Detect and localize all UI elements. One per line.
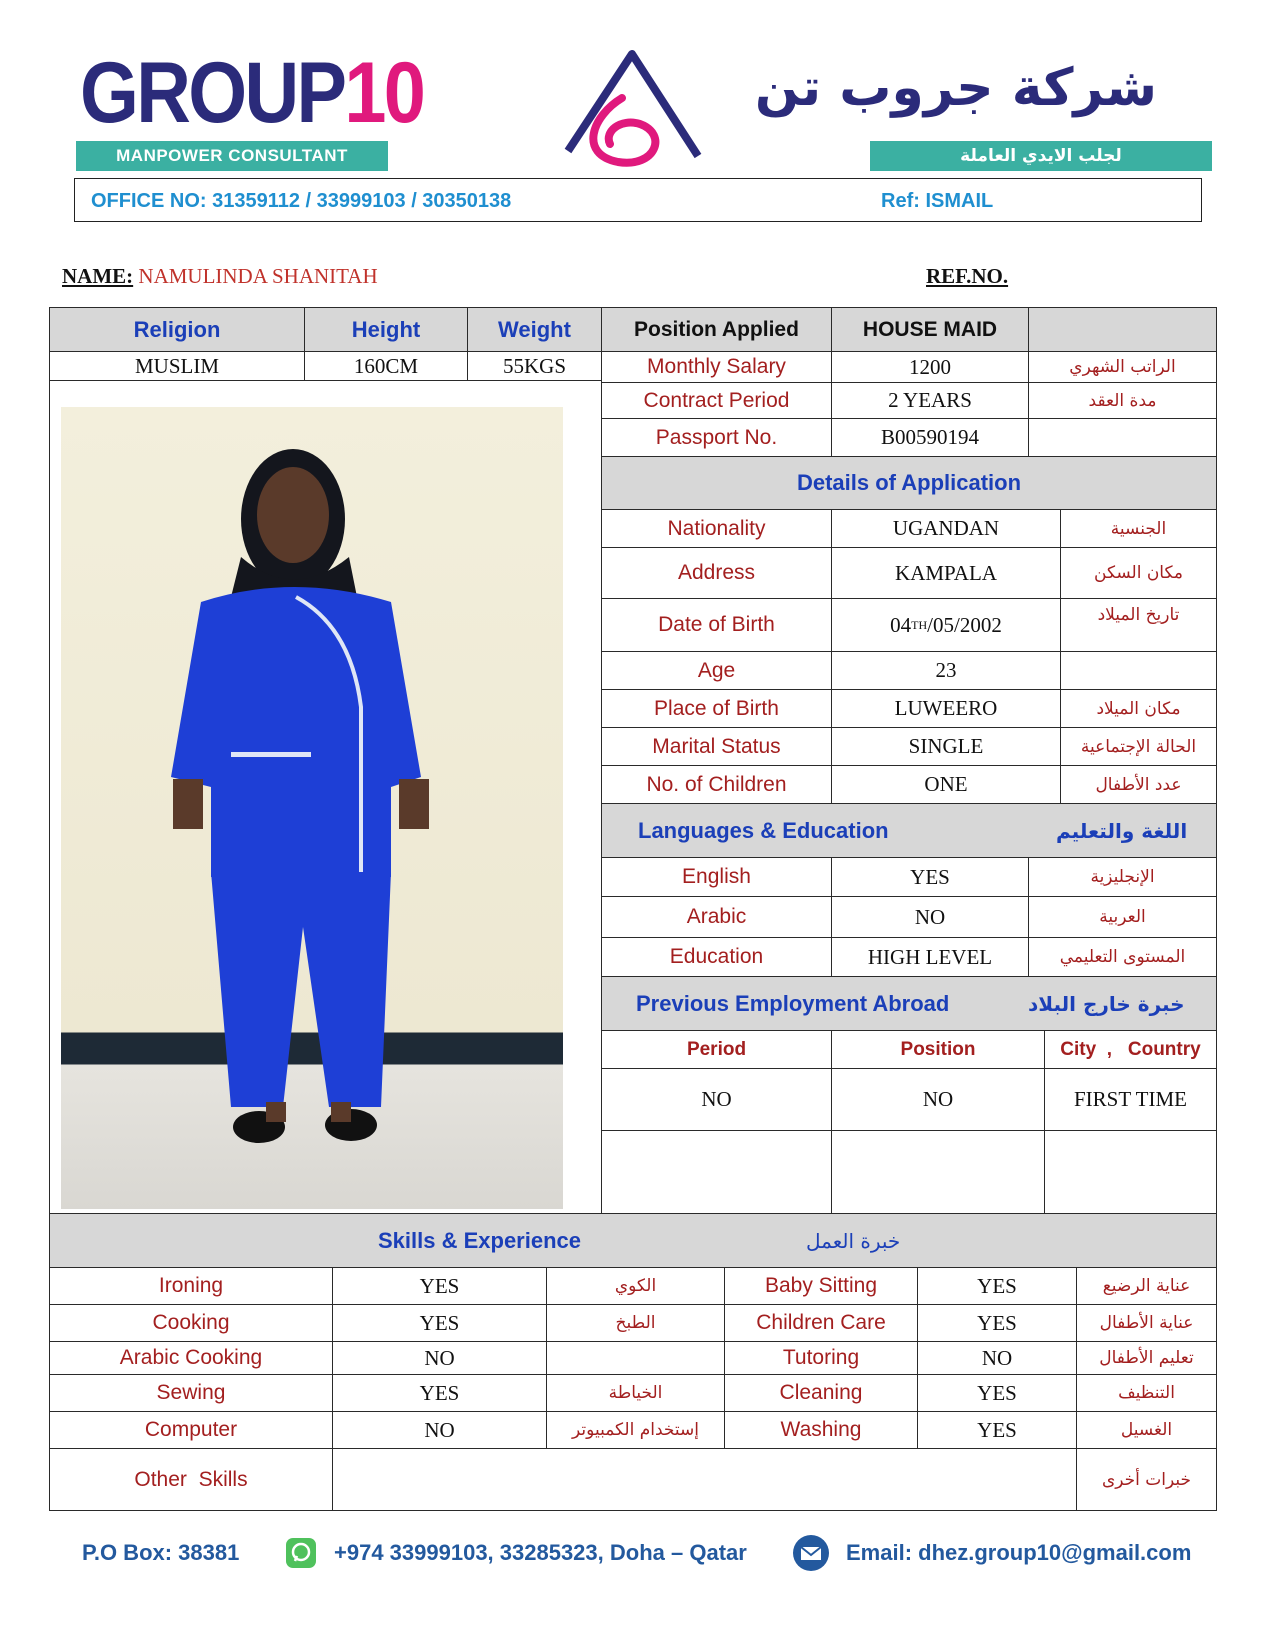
footer-phone: +974 33999103, 33285323, Doha – Qatar bbox=[334, 1540, 747, 1565]
marital-status-label: Marital Status bbox=[601, 727, 832, 766]
details-section-header: Details of Application bbox=[601, 456, 1217, 510]
footer-email: Email: dhez.group10@gmail.com bbox=[846, 1540, 1192, 1565]
languages-section-header bbox=[601, 803, 1217, 858]
nationality-arabic: الجنسية bbox=[1060, 509, 1217, 548]
place-of-birth-value: LUWEERO bbox=[831, 689, 1061, 728]
skill-arabic-cooking: الطبخ bbox=[546, 1304, 725, 1342]
skill-label-computer: Computer bbox=[49, 1411, 333, 1449]
passport-label: Passport No. bbox=[601, 418, 832, 457]
children-label: No. of Children bbox=[601, 765, 832, 804]
skill-arabic-arabic-cooking bbox=[546, 1341, 725, 1375]
skill-label-children-care: Children Care bbox=[724, 1304, 918, 1342]
ref-agent: Ref: ISMAIL bbox=[881, 190, 994, 212]
person-illustration bbox=[61, 407, 563, 1209]
skill-label-ironing: Ironing bbox=[49, 1267, 333, 1305]
place-of-birth-arabic: مكان الميلاد bbox=[1060, 689, 1217, 728]
religion-value: MUSLIM bbox=[49, 351, 305, 381]
skill-value-washing: YES bbox=[917, 1411, 1077, 1449]
empty-header-cell bbox=[1028, 307, 1217, 352]
skill-label-washing: Washing bbox=[724, 1411, 918, 1449]
age-arabic bbox=[1060, 651, 1217, 690]
skill-label-baby-sitting: Baby Sitting bbox=[724, 1267, 918, 1305]
dob-arabic: تاريخ الميلاد bbox=[1060, 598, 1217, 652]
contract-arabic: مدة العقد bbox=[1028, 382, 1217, 419]
age-value: 23 bbox=[831, 651, 1061, 690]
logo-10-text: 10 bbox=[344, 45, 424, 141]
period-value: NO bbox=[601, 1068, 832, 1131]
religion-header: Religion bbox=[49, 307, 305, 352]
children-arabic: عدد الأطفال bbox=[1060, 765, 1217, 804]
candidate-photo bbox=[61, 407, 563, 1209]
arabic-tagline-banner: لجلب الايدي العاملة bbox=[870, 141, 1212, 171]
passport-empty-cell bbox=[1028, 418, 1217, 457]
candidate-name: NAMULINDA SHANITAH bbox=[138, 264, 378, 288]
skill-value-computer: NO bbox=[332, 1411, 547, 1449]
skill-arabic-baby-sitting: عناية الرضيع bbox=[1076, 1267, 1217, 1305]
skill-value-sewing: YES bbox=[332, 1374, 547, 1412]
age-label: Age bbox=[601, 651, 832, 690]
ref-no-label: REF.NO. bbox=[926, 264, 1009, 288]
company-logo bbox=[80, 45, 424, 141]
skill-label-cooking: Cooking bbox=[49, 1304, 333, 1342]
arabic-arabic: العربية bbox=[1028, 896, 1217, 938]
other-skills-arabic: خبرات أخرى bbox=[1076, 1448, 1217, 1511]
employment-title: Previous Employment Abroad bbox=[636, 990, 950, 1016]
arabic-label: Arabic bbox=[601, 896, 832, 938]
period-column-header: Period bbox=[601, 1030, 832, 1069]
other-skills-label: Other Skills bbox=[49, 1448, 333, 1511]
skill-value-ironing: YES bbox=[332, 1267, 547, 1305]
skill-label-cleaning: Cleaning bbox=[724, 1374, 918, 1412]
skill-value-children-care: YES bbox=[917, 1304, 1077, 1342]
logo-group-text: GROUP bbox=[80, 45, 345, 141]
address-arabic: مكان السكن bbox=[1060, 547, 1217, 599]
passport-value: B00590194 bbox=[831, 418, 1029, 457]
skill-value-cooking: YES bbox=[332, 1304, 547, 1342]
tagline-banner: MANPOWER CONSULTANT bbox=[76, 141, 388, 171]
skills-title: Skills & Experience bbox=[378, 1227, 581, 1253]
address-value: KAMPALA bbox=[831, 547, 1061, 599]
arabic-company-name: شركة جروب تن bbox=[754, 58, 1157, 118]
skills-title-arabic: خبرة العمل bbox=[806, 1228, 901, 1253]
city-country-value: FIRST TIME bbox=[1044, 1068, 1217, 1131]
marital-status-arabic: الحالة الإجتماعية bbox=[1060, 727, 1217, 766]
english-label: English bbox=[601, 857, 832, 897]
nationality-label: Nationality bbox=[601, 509, 832, 548]
skill-arabic-sewing: الخياطة bbox=[546, 1374, 725, 1412]
dob-label: Date of Birth bbox=[601, 598, 832, 652]
skill-arabic-cleaning: التنظيف bbox=[1076, 1374, 1217, 1412]
languages-title: Languages & Education bbox=[638, 817, 889, 843]
dob-day: 04 bbox=[890, 612, 912, 637]
employment-empty-cell bbox=[601, 1130, 832, 1214]
other-skills-value bbox=[332, 1448, 1077, 1511]
skill-label-tutoring: Tutoring bbox=[724, 1341, 918, 1375]
employment-section-header bbox=[601, 976, 1217, 1031]
skills-section-header bbox=[49, 1213, 1217, 1268]
english-arabic: الإنجليزية bbox=[1028, 857, 1217, 897]
skill-arabic-washing: الغسيل bbox=[1076, 1411, 1217, 1449]
skill-value-baby-sitting: YES bbox=[917, 1267, 1077, 1305]
marital-status-value: SINGLE bbox=[831, 727, 1061, 766]
name-label: NAME: bbox=[62, 264, 134, 288]
english-value: YES bbox=[831, 857, 1029, 897]
position-applied-value: HOUSE MAID bbox=[831, 307, 1029, 352]
position-applied-label: Position Applied bbox=[601, 307, 832, 352]
candidate-name-line bbox=[62, 264, 378, 289]
contract-value: 2 YEARS bbox=[831, 382, 1029, 419]
height-header: Height bbox=[304, 307, 468, 352]
weight-value: 55KGS bbox=[467, 351, 602, 381]
skill-value-arabic-cooking: NO bbox=[332, 1341, 547, 1375]
salary-arabic: الراتب الشهري bbox=[1028, 351, 1217, 383]
education-value: HIGH LEVEL bbox=[831, 937, 1029, 977]
children-value: ONE bbox=[831, 765, 1061, 804]
employment-empty-cell bbox=[831, 1130, 1045, 1214]
place-of-birth-label: Place of Birth bbox=[601, 689, 832, 728]
footer-pobox: P.O Box: 38381 bbox=[82, 1540, 240, 1565]
dob-month-year: /05/2002 bbox=[927, 612, 1002, 637]
skill-arabic-tutoring: تعليم الأطفال bbox=[1076, 1341, 1217, 1375]
skill-arabic-children-care: عناية الأطفال bbox=[1076, 1304, 1217, 1342]
weight-header: Weight bbox=[467, 307, 602, 352]
skill-value-tutoring: NO bbox=[917, 1341, 1077, 1375]
employment-empty-cell bbox=[1044, 1130, 1217, 1214]
arabic-value: NO bbox=[831, 896, 1029, 938]
education-arabic: المستوى التعليمي bbox=[1028, 937, 1217, 977]
address-label: Address bbox=[601, 547, 832, 599]
education-label: Education bbox=[601, 937, 832, 977]
email-icon bbox=[792, 1534, 830, 1572]
skill-label-sewing: Sewing bbox=[49, 1374, 333, 1412]
skill-value-cleaning: YES bbox=[917, 1374, 1077, 1412]
skill-arabic-ironing: الكوي bbox=[546, 1267, 725, 1305]
languages-title-arabic: اللغة والتعليم bbox=[1056, 818, 1188, 843]
contract-label: Contract Period bbox=[601, 382, 832, 419]
whatsapp-icon bbox=[285, 1537, 317, 1569]
position-column-header: Position bbox=[831, 1030, 1045, 1069]
salary-label: Monthly Salary bbox=[601, 351, 832, 383]
position-value: NO bbox=[831, 1068, 1045, 1131]
employment-title-arabic: خبرة خارج البلاد bbox=[1028, 991, 1185, 1016]
office-numbers: OFFICE NO: 31359112 / 33999103 / 30350138 bbox=[91, 190, 512, 212]
dob-value bbox=[831, 598, 1061, 652]
city-country-column-header: City , Country bbox=[1044, 1030, 1217, 1069]
salary-value: 1200 bbox=[831, 351, 1029, 383]
office-info-box bbox=[74, 178, 1202, 222]
nationality-value: UGANDAN bbox=[831, 509, 1061, 548]
skill-label-arabic-cooking: Arabic Cooking bbox=[49, 1341, 333, 1375]
dob-suffix: TH bbox=[911, 617, 928, 632]
house-logo-icon bbox=[560, 46, 705, 171]
height-value: 160CM bbox=[304, 351, 468, 381]
skill-arabic-computer: إستخدام الكمبيوتر bbox=[546, 1411, 725, 1449]
